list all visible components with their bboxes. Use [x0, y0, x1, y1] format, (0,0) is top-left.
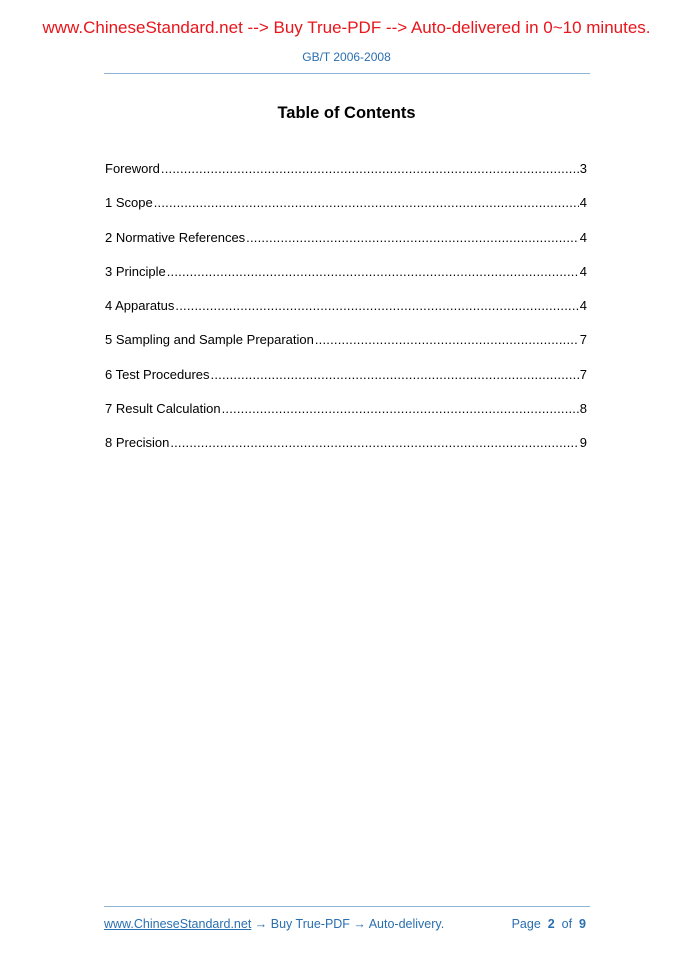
toc-entry-normative-references[interactable] — [105, 230, 587, 264]
toc-entry-result-calculation[interactable] — [105, 401, 587, 435]
dot-leader — [175, 298, 578, 313]
toc-entry-sampling[interactable] — [105, 332, 587, 366]
toc-entry-page: 3 — [579, 161, 587, 176]
toc-entry-label: 8 Precision — [105, 435, 170, 451]
toc-entry-label: Foreword — [105, 161, 160, 176]
dot-leader — [222, 401, 579, 416]
toc-entry-scope[interactable] — [105, 195, 587, 229]
toc-entry-page: 7 — [579, 332, 587, 348]
footer-divider — [104, 906, 590, 907]
toc-entry-page: 8 — [579, 401, 587, 417]
dot-leader — [315, 332, 579, 347]
toc-entry-foreword[interactable] — [105, 161, 587, 195]
current-page-number: 2 — [547, 917, 555, 931]
toc-entry-label: 2 Normative References — [105, 229, 246, 245]
toc-entry-page: 7 — [579, 366, 587, 382]
footer-tagline: → Buy True-PDF → Auto-delivery. — [251, 917, 445, 931]
toc-entry-principle[interactable] — [105, 264, 587, 298]
dot-leader — [246, 230, 579, 245]
toc-entry-label: 1 Scope — [105, 195, 153, 211]
toc-entry-label: 3 Principle — [105, 263, 166, 279]
total-pages-number: 9 — [579, 917, 586, 931]
dot-leader — [211, 367, 579, 382]
toc-entry-page: 4 — [579, 229, 587, 245]
toc-title: Table of Contents — [277, 104, 416, 122]
toc-entry-apparatus[interactable] — [105, 298, 587, 332]
dot-leader — [154, 195, 579, 210]
toc-entry-label: 4 Apparatus — [105, 298, 175, 314]
toc-entry-page: 4 — [579, 263, 587, 279]
toc-entry-page: 9 — [579, 435, 587, 451]
page-number — [512, 917, 586, 931]
toc-entry-label: 5 Sampling and Sample Preparation — [105, 332, 314, 348]
toc-entry-page: 4 — [579, 298, 587, 314]
dot-leader — [170, 435, 578, 450]
toc-entry-test-procedures[interactable] — [105, 367, 587, 401]
table-of-contents — [105, 161, 587, 470]
toc-entry-page: 4 — [579, 195, 587, 211]
of-word: of — [561, 917, 573, 931]
footer-promo — [104, 917, 444, 931]
toc-entry-label: 6 Test Procedures — [105, 366, 210, 382]
promo-banner[interactable]: www.ChineseStandard.net --> Buy True-PDF --> Auto-delivered in 0~10 minutes. — [42, 18, 651, 37]
toc-entry-label: 7 Result Calculation — [105, 401, 221, 417]
footer-site-link[interactable]: www.ChineseStandard.net — [104, 917, 252, 931]
header-divider — [104, 73, 590, 74]
toc-entry-precision[interactable] — [105, 435, 587, 469]
document-code: GB/T 2006-2008 — [302, 50, 391, 64]
page-word: Page — [511, 917, 541, 931]
dot-leader — [161, 161, 579, 176]
dot-leader — [167, 264, 579, 279]
